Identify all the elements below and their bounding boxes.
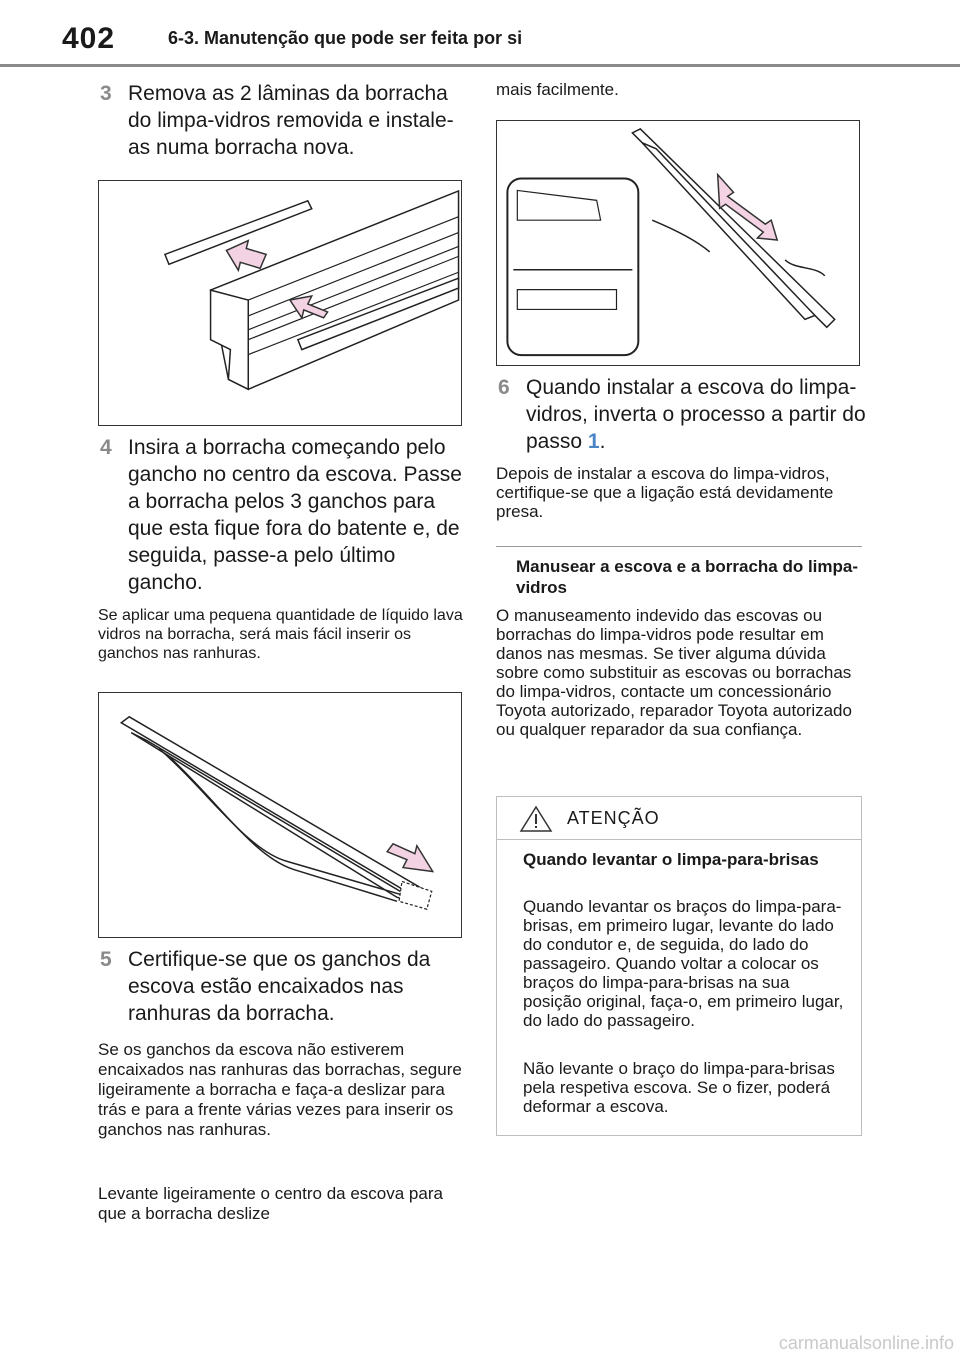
step-6-text: Quando instalar a escova do limpa-vidros, inverta o processo a partir do passo — [526, 376, 866, 453]
wiper-inset-illustration — [497, 121, 859, 365]
wiper-rubber-illustration — [99, 181, 461, 425]
watermark: carmanualsonline.info — [778, 1333, 954, 1353]
step-text: Certifique-se que os ganchos da escova estão encaixados nas ranhuras da borracha. — [128, 948, 431, 1025]
step-number: 6 — [498, 376, 510, 399]
step-reference[interactable]: 1 — [587, 430, 600, 453]
step-5-note-2: Levante ligeiramente o centro da escova para que a borracha deslize — [98, 1184, 443, 1223]
header-divider — [0, 64, 960, 67]
step-text: Remova as 2 lâminas da borracha do limpa-vidros removida e instale-as numa borracha nova. — [128, 82, 454, 159]
step-number: 3 — [100, 82, 112, 105]
subsection-body: O manuseamento indevido das escovas ou borrachas do limpa-vidros pode resultar em danos nas mesmas. Se tiver alguma dúvida sobre como substituir as escovas ou borrachas do limpa-vidros, contacte um concessionário Toyota autorizado, reparador Toyota autorizado ou qualquer reparador da sua confiança. — [496, 606, 852, 739]
step-number: 5 — [100, 948, 112, 971]
figure-check-hooks — [98, 692, 462, 938]
step-number: 4 — [100, 436, 112, 459]
subsection-divider — [496, 546, 862, 547]
wiper-blade-illustration — [99, 693, 461, 937]
subsection-title: Manusear a escova e a borracha do limpa-vidros — [516, 557, 859, 597]
section-title: 6-3. Manutenção que pode ser feita por si — [168, 28, 523, 48]
warning-box — [496, 796, 862, 1136]
step-5 — [100, 946, 470, 1027]
step-3 — [100, 80, 470, 161]
page-number: 402 — [62, 22, 116, 55]
figure-remove-blades — [98, 180, 462, 426]
continued-text: mais facilmente. — [496, 80, 619, 99]
figure-slide-rubber — [496, 120, 860, 366]
step-5-note-1: Se os ganchos da escova não estiverem encaixados nas ranhuras das borrachas, segure ligeiramente a borracha e faça-a deslizar para trás e para a frente várias vezes para inserir os ganchos nas ranhuras. — [98, 1040, 462, 1139]
warning-title: ATENÇÃO — [567, 808, 660, 828]
step-6-text-end: . — [599, 430, 606, 453]
step-4 — [100, 434, 470, 596]
warning-header — [497, 797, 861, 840]
warning-paragraph-2: Não levante o braço do limpa-para-brisas pela respetiva escova. Se o fizer, poderá deformar a escova. — [523, 1059, 835, 1116]
step-6-note: Depois de instalar a escova do limpa-vidros, certifique-se que a ligação está devidamente presa. — [496, 464, 834, 521]
arrow-down-right — [387, 844, 433, 872]
step-text: Insira a borracha começando pelo gancho no centro da escova. Passe a borracha pelos 3 ganchos para que esta fique fora do batente e, de seguida, passe-a pelo último gancho. — [128, 436, 462, 594]
warning-heading: Quando levantar o limpa-para-brisas — [523, 850, 819, 869]
step-6 — [498, 374, 868, 455]
arrow-up-left — [226, 241, 266, 271]
step-4-note: Se aplicar uma pequena quantidade de líquido lava vidros na borracha, será mais fácil inserir os ganchos nas ranhuras. — [98, 607, 463, 662]
warning-triangle-icon — [519, 805, 553, 833]
warning-paragraph-1: Quando levantar os braços do limpa-para-brisas, em primeiro lugar, levante do lado do condutor e, de seguida, do lado do passageiro. Quando voltar a colocar os braços do limpa-para-brisas na sua posição original, faça-o, em primeiro lugar, do lado do passageiro. — [523, 897, 844, 1030]
step-text — [498, 374, 868, 455]
